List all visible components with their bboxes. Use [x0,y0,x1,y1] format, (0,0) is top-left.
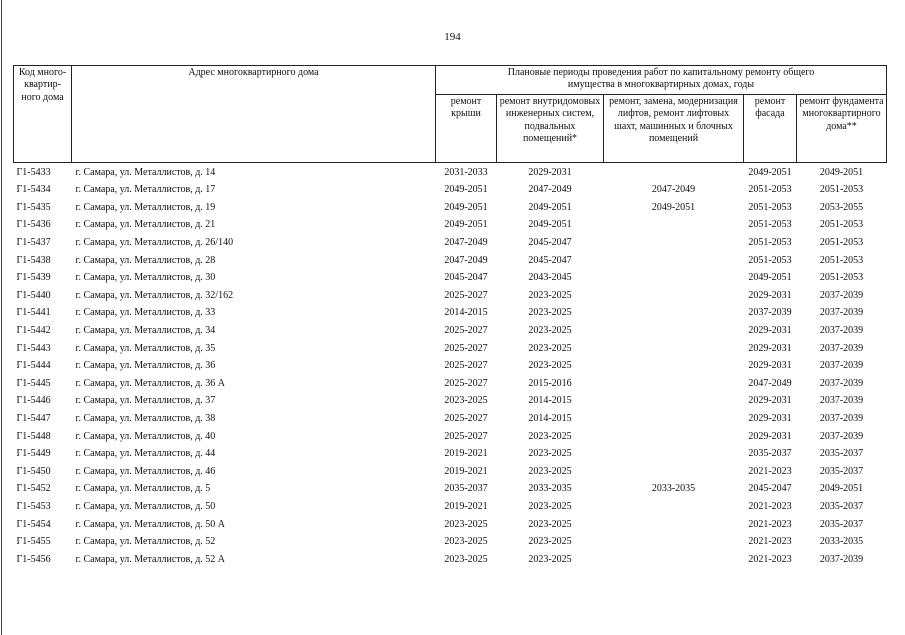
cell-systems-period: 2033-2035 [528,483,572,495]
cell-facade-period: 2051-2053 [748,219,792,231]
cell-house-code: Г1-5453 [16,500,51,512]
cell-house-code: Г1-5454 [16,518,51,530]
cell-roof-period: 2025-2027 [444,412,488,424]
cell-house-code: Г1-5441 [16,307,51,319]
table-row [14,217,887,235]
cell-foundation-period: 2037-2039 [819,430,864,442]
table-row [14,305,887,323]
cell-house-code: Г1-5444 [16,360,51,372]
cell-foundation-period: 2037-2039 [819,360,864,372]
cell-foundation-period: 2035-2037 [819,518,864,530]
cell-systems-period: 2023-2025 [528,342,572,354]
cell-systems-period: 2014-2015 [528,395,572,407]
cell-roof-period: 2023-2025 [444,553,488,565]
cell-systems-period: 2023-2025 [528,360,572,372]
cell-facade-period: 2021-2023 [748,465,792,477]
cell-house-code: Г1-5442 [16,324,51,336]
header-house-code: Код много-квартир-ного дома [14,66,72,163]
cell-address: г. Самара, ул. Металлистов, д. 33 [75,307,216,319]
cell-systems-period: 2023-2025 [528,430,572,442]
cell-foundation-period: 2035-2037 [819,448,864,460]
cell-foundation-period: 2033-2035 [819,536,864,548]
cell-systems-period: 2023-2025 [528,518,572,530]
cell-elevator-period: 2049-2051 [651,201,696,213]
cell-foundation-period: 2037-2039 [819,289,864,301]
header-planned-periods: Плановые периоды проведения работ по капитальному ремонту общего имущества в многоквартирных домах, годы [436,66,887,95]
cell-systems-period: 2014-2015 [528,412,572,424]
cell-systems-period: 2043-2045 [528,272,572,284]
cell-systems-period: 2023-2025 [528,289,572,301]
cell-address: г. Самара, ул. Металлистов, д. 36 А [75,377,226,389]
cell-house-code: Г1-5436 [16,219,51,231]
table-row [14,463,887,481]
cell-facade-period: 2029-2031 [748,342,792,354]
cell-roof-period: 2031-2033 [444,166,488,178]
cell-facade-period: 2037-2039 [748,307,792,319]
table-row [14,270,887,288]
table-header [14,66,887,163]
cell-roof-period: 2019-2021 [444,465,488,477]
page-margin-rule [1,0,2,635]
cell-house-code: Г1-5443 [16,342,51,354]
cell-house-code: Г1-5447 [16,412,51,424]
cell-elevator-period [604,252,744,270]
cell-foundation-period: 2049-2051 [819,166,864,178]
cell-roof-period: 2023-2025 [444,536,488,548]
cell-elevator-period [604,463,744,481]
cell-address: г. Самара, ул. Металлистов, д. 17 [75,184,216,196]
cell-roof-period: 2023-2025 [444,518,488,530]
cell-roof-period: 2045-2047 [444,272,488,284]
cell-house-code: Г1-5446 [16,395,51,407]
cell-foundation-period: 2037-2039 [819,412,864,424]
cell-facade-period: 2021-2023 [748,500,792,512]
cell-roof-period: 2049-2051 [444,201,488,213]
cell-address: г. Самара, ул. Металлистов, д. 35 [75,342,216,354]
cell-foundation-period: 2051-2053 [819,184,864,196]
cell-facade-period: 2051-2053 [748,201,792,213]
cell-elevator-period [604,340,744,358]
cell-elevator-period [604,163,744,182]
cell-facade-period: 2049-2051 [748,272,792,284]
cell-systems-period: 2023-2025 [528,307,572,319]
cell-elevator-period [604,551,744,569]
cell-roof-period: 2025-2027 [444,430,488,442]
cell-roof-period: 2047-2049 [444,237,488,249]
cell-roof-period: 2014-2015 [444,307,488,319]
cell-elevator-period [604,287,744,305]
cell-house-code: Г1-5450 [16,465,51,477]
table-row [14,163,887,182]
cell-address: г. Самара, ул. Металлистов, д. 46 [75,465,216,477]
cell-systems-period: 2029-2031 [528,166,572,178]
cell-elevator-period [604,234,744,252]
cell-house-code: Г1-5452 [16,483,51,495]
cell-house-code: Г1-5433 [16,166,51,178]
cell-systems-period: 2045-2047 [528,254,572,266]
cell-foundation-period: 2037-2039 [819,553,864,565]
cell-address: г. Самара, ул. Металлистов, д. 14 [75,166,216,178]
cell-facade-period: 2035-2037 [748,448,792,460]
cell-facade-period: 2051-2053 [748,254,792,266]
cell-elevator-period [604,428,744,446]
cell-address: г. Самара, ул. Металлистов, д. 52 [75,536,216,548]
page-number: 194 [444,31,461,43]
cell-elevator-period: 2033-2035 [651,483,696,495]
cell-elevator-period [604,410,744,428]
cell-foundation-period: 2037-2039 [819,307,864,319]
cell-roof-period: 2025-2027 [444,289,488,301]
cell-roof-period: 2019-2021 [444,448,488,460]
cell-facade-period: 2029-2031 [748,324,792,336]
cell-systems-period: 2023-2025 [528,536,572,548]
cell-systems-period: 2023-2025 [528,465,572,477]
cell-address: г. Самара, ул. Металлистов, д. 44 [75,448,216,460]
cell-facade-period: 2051-2053 [748,237,792,249]
cell-systems-period: 2049-2051 [528,219,572,231]
cell-address: г. Самара, ул. Металлистов, д. 26/140 [75,237,234,249]
cell-facade-period: 2021-2023 [748,536,792,548]
cell-house-code: Г1-5455 [16,536,51,548]
cell-elevator-period [604,498,744,516]
cell-facade-period: 2047-2049 [748,377,792,389]
cell-roof-period: 2025-2027 [444,377,488,389]
cell-systems-period: 2023-2025 [528,324,572,336]
cell-foundation-period: 2051-2053 [819,219,864,231]
cell-house-code: Г1-5437 [16,237,51,249]
cell-facade-period: 2051-2053 [748,184,792,196]
cell-roof-period: 2019-2021 [444,500,488,512]
cell-systems-period: 2023-2025 [528,553,572,565]
cell-foundation-period: 2051-2053 [819,237,864,249]
table-row [14,393,887,411]
cell-facade-period: 2029-2031 [748,430,792,442]
header-elevator-repair: ремонт, замена, модернизация лифтов, ремонт лифтовых шахт, машинных и блочных помещений [604,95,744,163]
cell-roof-period: 2049-2051 [444,219,488,231]
cell-elevator-period [604,305,744,323]
cell-house-code: Г1-5456 [16,553,51,565]
table-row [14,533,887,551]
table-row [14,358,887,376]
table-row [14,446,887,464]
cell-address: г. Самара, ул. Металлистов, д. 21 [75,219,216,231]
cell-elevator-period [604,322,744,340]
cell-house-code: Г1-5438 [16,254,51,266]
cell-roof-period: 2023-2025 [444,395,488,407]
cell-address: г. Самара, ул. Металлистов, д. 28 [75,254,216,266]
cell-house-code: Г1-5448 [16,430,51,442]
cell-systems-period: 2049-2051 [528,201,572,213]
cell-house-code: Г1-5435 [16,201,51,213]
cell-address: г. Самара, ул. Металлистов, д. 52 А [75,553,226,565]
table-row [14,375,887,393]
cell-foundation-period: 2037-2039 [819,342,864,354]
cell-facade-period: 2029-2031 [748,412,792,424]
cell-house-code: Г1-5440 [16,289,51,301]
table-row [14,287,887,305]
cell-systems-period: 2015-2016 [528,377,572,389]
cell-roof-period: 2047-2049 [444,254,488,266]
cell-roof-period: 2025-2027 [444,342,488,354]
cell-roof-period: 2035-2037 [444,483,488,495]
table-row [14,340,887,358]
cell-address: г. Самара, ул. Металлистов, д. 36 [75,360,216,372]
table-row [14,498,887,516]
cell-facade-period: 2029-2031 [748,395,792,407]
cell-foundation-period: 2051-2053 [819,254,864,266]
cell-facade-period: 2021-2023 [748,553,792,565]
table-row [14,551,887,569]
cell-address: г. Самара, ул. Металлистов, д. 32/162 [75,289,234,301]
cell-house-code: Г1-5449 [16,448,51,460]
header-facade-repair: ремонт фасада [744,95,797,163]
cell-address: г. Самара, ул. Металлистов, д. 50 А [75,518,226,530]
cell-elevator-period: 2047-2049 [651,184,696,196]
cell-roof-period: 2025-2027 [444,360,488,372]
cell-house-code: Г1-5434 [16,184,51,196]
cell-address: г. Самара, ул. Металлистов, д. 37 [75,395,216,407]
header-roof-repair: ремонт крыши [436,95,497,163]
cell-foundation-period: 2053-2055 [819,201,864,213]
table-row [14,428,887,446]
cell-address: г. Самара, ул. Металлистов, д. 30 [75,272,216,284]
cell-address: г. Самара, ул. Металлистов, д. 19 [75,201,216,213]
table-row [14,234,887,252]
cell-elevator-period [604,375,744,393]
cell-elevator-period [604,270,744,288]
cell-address: г. Самара, ул. Металлистов, д. 5 [75,483,211,495]
table-row [14,252,887,270]
header-engineering-systems-repair: ремонт внутридомовых инженерных систем, подвальных помещений* [497,95,604,163]
cell-facade-period: 2049-2051 [748,166,792,178]
table-row [14,322,887,340]
cell-elevator-period [604,516,744,534]
table-body [14,163,887,569]
table-row [14,410,887,428]
cell-elevator-period [604,533,744,551]
cell-systems-period: 2045-2047 [528,237,572,249]
table-row [14,182,887,200]
table-row [14,516,887,534]
cell-systems-period: 2023-2025 [528,448,572,460]
cell-elevator-period [604,446,744,464]
cell-roof-period: 2025-2027 [444,324,488,336]
cell-elevator-period [604,393,744,411]
cell-facade-period: 2045-2047 [748,483,792,495]
cell-foundation-period: 2049-2051 [819,483,864,495]
header-foundation-repair: ремонт фундамента многоквартирного дома** [797,95,887,163]
cell-address: г. Самара, ул. Металлистов, д. 38 [75,412,216,424]
cell-foundation-period: 2037-2039 [819,377,864,389]
table-row [14,199,887,217]
cell-foundation-period: 2037-2039 [819,324,864,336]
cell-roof-period: 2049-2051 [444,184,488,196]
cell-house-code: Г1-5439 [16,272,51,284]
table-row [14,481,887,499]
cell-facade-period: 2029-2031 [748,289,792,301]
cell-address: г. Самара, ул. Металлистов, д. 34 [75,324,216,336]
cell-facade-period: 2021-2023 [748,518,792,530]
cell-facade-period: 2029-2031 [748,360,792,372]
cell-house-code: Г1-5445 [16,377,51,389]
cell-address: г. Самара, ул. Металлистов, д. 50 [75,500,216,512]
repair-schedule-table [13,65,887,569]
cell-foundation-period: 2035-2037 [819,465,864,477]
cell-systems-period: 2023-2025 [528,500,572,512]
cell-foundation-period: 2037-2039 [819,395,864,407]
cell-elevator-period [604,217,744,235]
header-address: Адрес многоквартирного дома [72,66,436,163]
cell-foundation-period: 2051-2053 [819,272,864,284]
cell-elevator-period [604,358,744,376]
cell-address: г. Самара, ул. Металлистов, д. 40 [75,430,216,442]
cell-foundation-period: 2035-2037 [819,500,864,512]
cell-systems-period: 2047-2049 [528,184,572,196]
